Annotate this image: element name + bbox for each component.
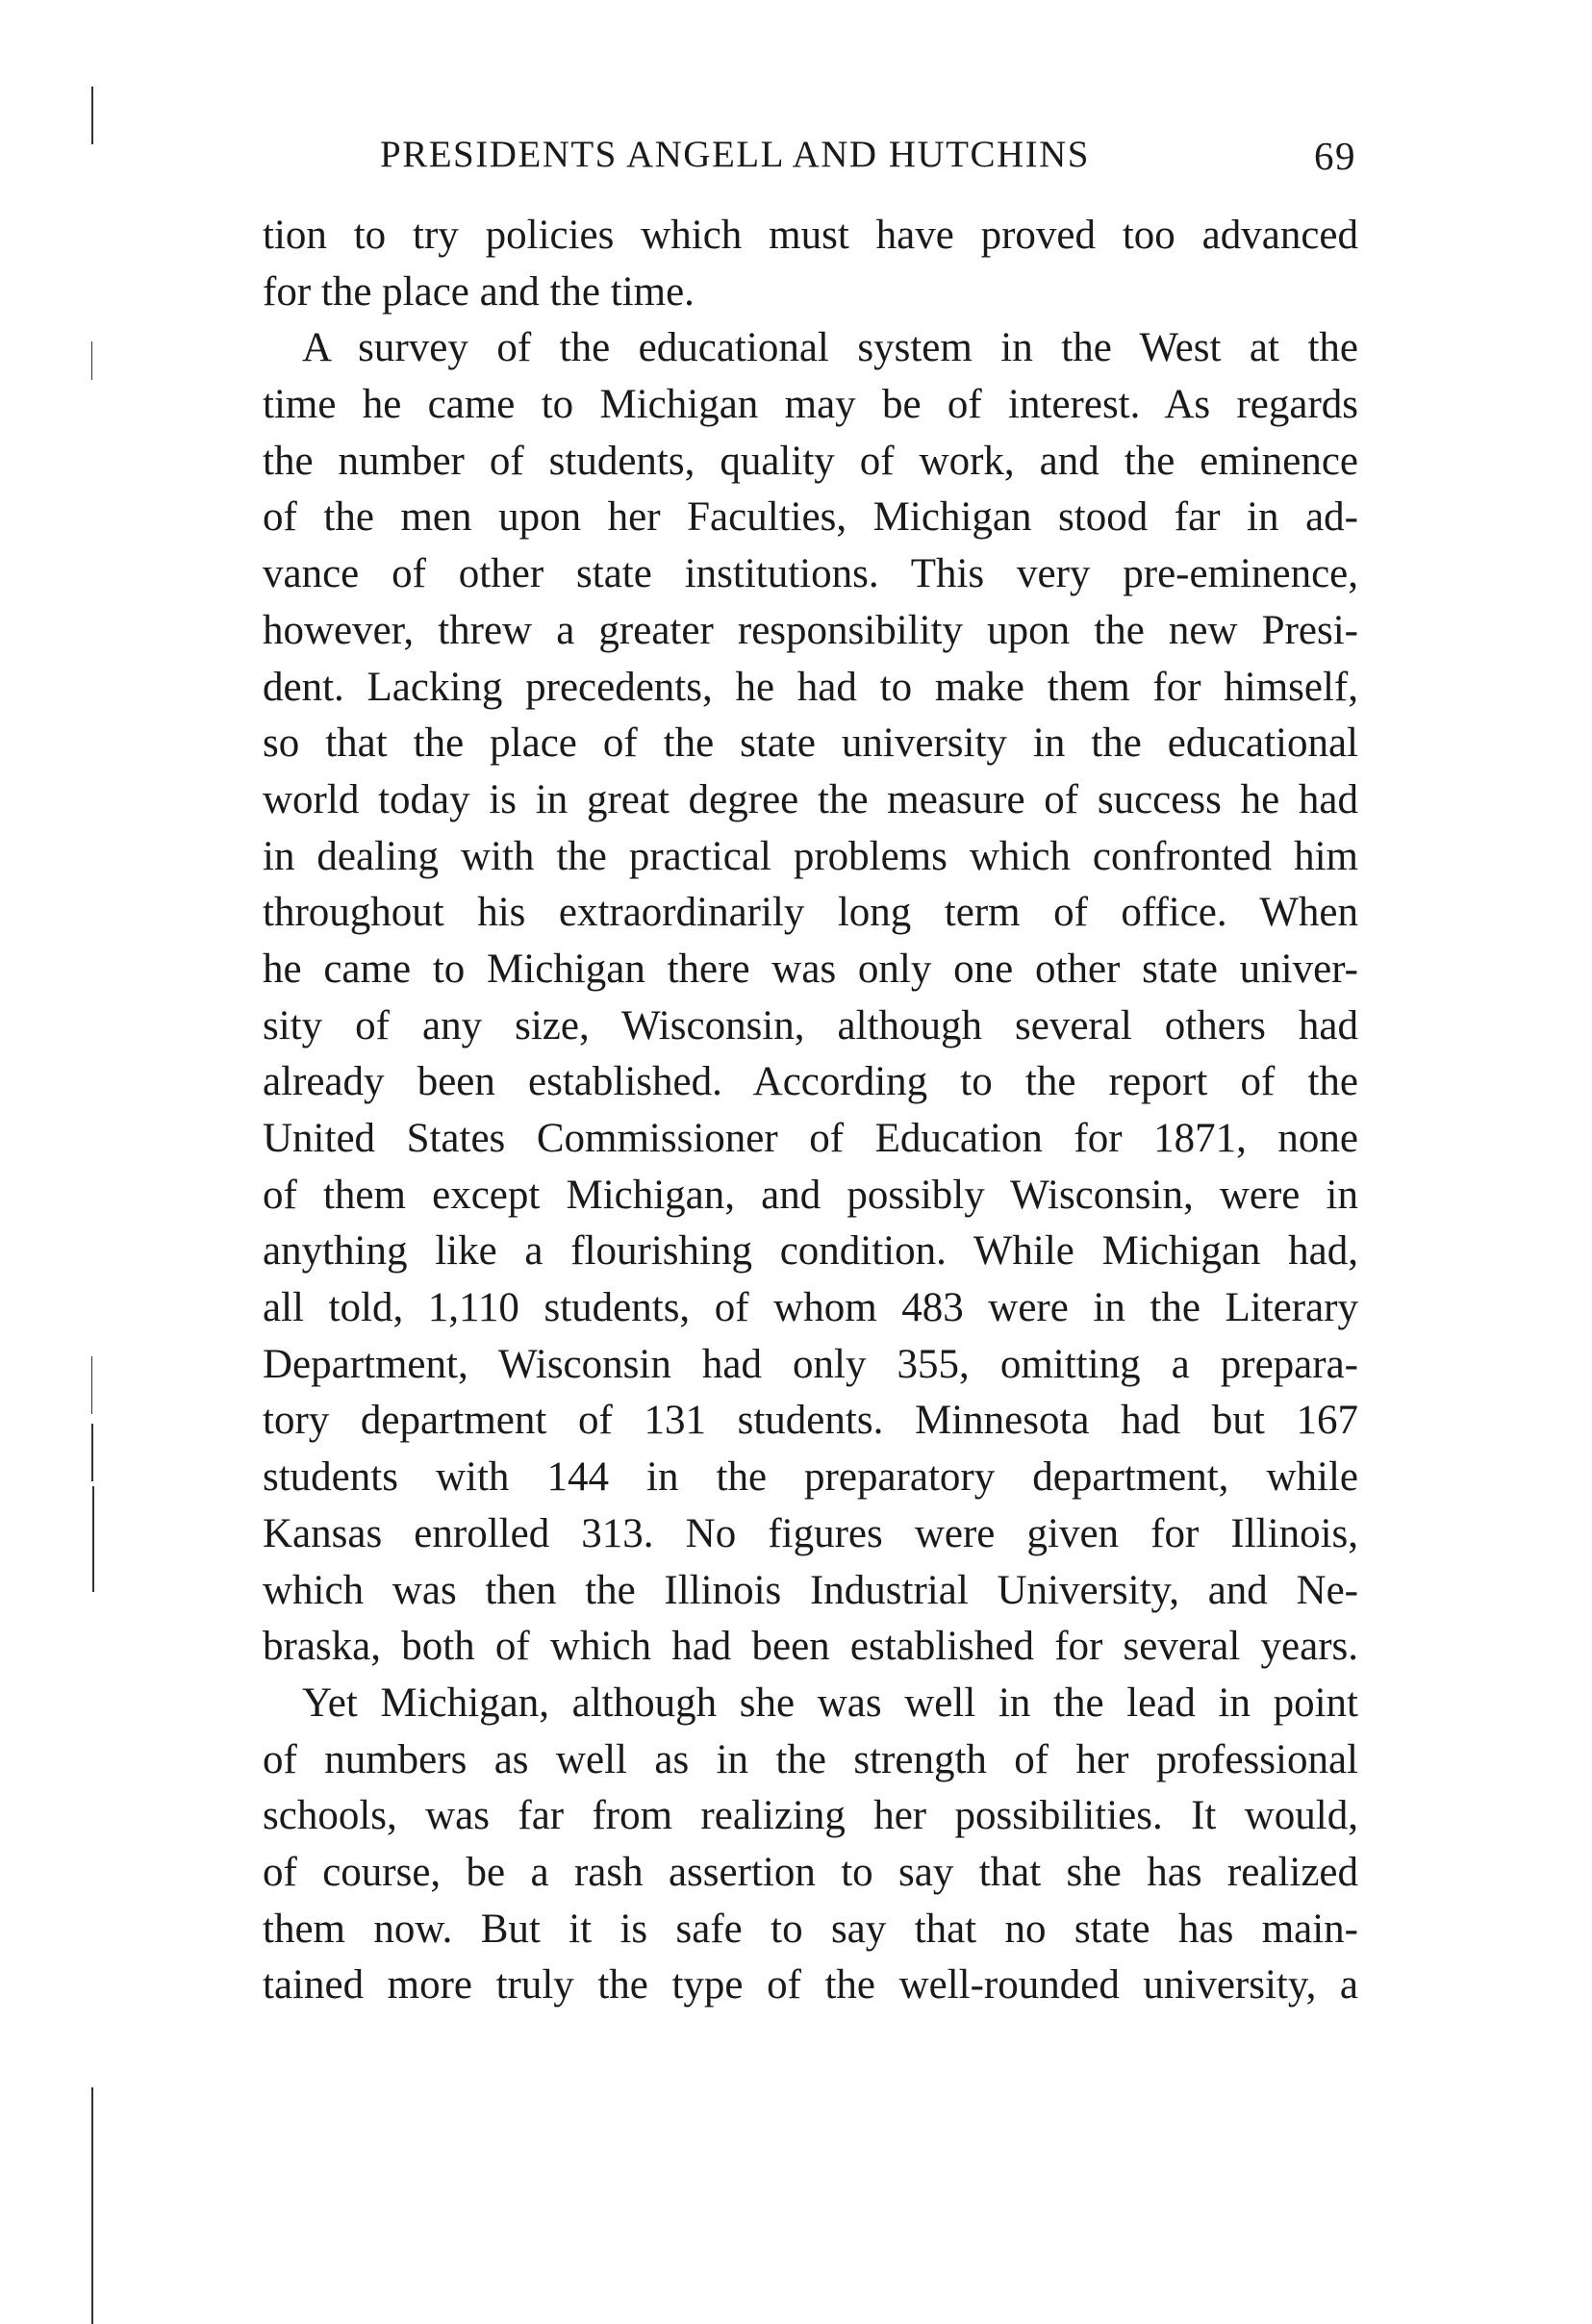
text-line: United States Commissioner of Education for 1871, none — [263, 1116, 1358, 1161]
text-line: students with 144 in the preparatory department, while — [263, 1454, 1358, 1501]
page-number: 69 — [1314, 134, 1356, 178]
text-line: vance of other state institutions. This very pre-eminence, — [263, 551, 1358, 597]
scan-mark — [91, 1356, 92, 1414]
scan-mark — [91, 87, 93, 144]
text-line: however, threw a greater responsibility upon the new Presi- — [263, 607, 1358, 653]
text-line: tion to try policies which must have proved too advanced — [263, 213, 1358, 258]
text-line: sity of any size, Wisconsin, although several others had — [263, 1002, 1358, 1048]
text-line: for the place and the time. — [263, 268, 695, 315]
scan-mark — [91, 341, 92, 380]
text-line: them now. But it is safe to say that no state has main- — [263, 1906, 1358, 1952]
text-line: of the men upon her Faculties, Michigan stood far in ad- — [263, 494, 1358, 541]
text-line: which was then the Illinois Industrial University, and Ne- — [263, 1567, 1358, 1613]
text-line: dent. Lacking precedents, he had to make them for himself, — [263, 664, 1358, 710]
text-line: Kansas enrolled 313. No figures were given for Illinois, — [263, 1510, 1358, 1556]
text-line: of course, be a rash assertion to say that she has realized — [263, 1849, 1358, 1895]
text-line: already been established. According to the report of the — [263, 1059, 1358, 1105]
text-line: tory department of 131 students. Minnesota had but 167 — [263, 1398, 1358, 1444]
text-line: of numbers as well as in the strength of her professional — [263, 1736, 1358, 1782]
text-line: anything like a flourishing condition. While Michigan had, — [263, 1228, 1358, 1275]
scan-mark — [91, 2087, 93, 2324]
text-line: of them except Michigan, and possibly Wisconsin, were in — [263, 1172, 1358, 1218]
text-line: A survey of the educational system in the West at the — [302, 325, 1358, 371]
text-line: time he came to Michigan may be of interest. As regards — [263, 382, 1358, 428]
body-text — [263, 208, 1358, 2014]
text-line: throughout his extraordinarily long term of office. When — [263, 890, 1358, 936]
text-line: he came to Michigan there was only one other state univer- — [263, 946, 1358, 992]
running-title: PRESIDENTS ANGELL AND HUTCHINS — [380, 134, 1090, 175]
text-line: schools, was far from realizing her possibilities. It would, — [263, 1793, 1358, 1839]
text-line: all told, 1,110 students, of whom 483 were in the Literary — [263, 1285, 1358, 1331]
scan-mark — [92, 1486, 94, 1592]
text-line: so that the place of the state university in the educational — [263, 720, 1358, 767]
text-line: in dealing with the practical problems which confronted him — [263, 833, 1358, 879]
text-line: the number of students, quality of work, and the eminence — [263, 438, 1358, 484]
running-header — [380, 133, 1358, 187]
text-line: Yet Michigan, although she was well in the lead in point — [302, 1680, 1358, 1726]
text-line: braska, both of which had been established for several years. — [263, 1624, 1358, 1670]
scan-mark — [91, 1424, 93, 1481]
text-line: world today is in great degree the measure of success he had — [263, 776, 1358, 822]
text-line: Department, Wisconsin had only 355, omitting a prepara- — [263, 1341, 1358, 1387]
text-line: tained more truly the type of the well-rounded university, a — [263, 1962, 1358, 2008]
